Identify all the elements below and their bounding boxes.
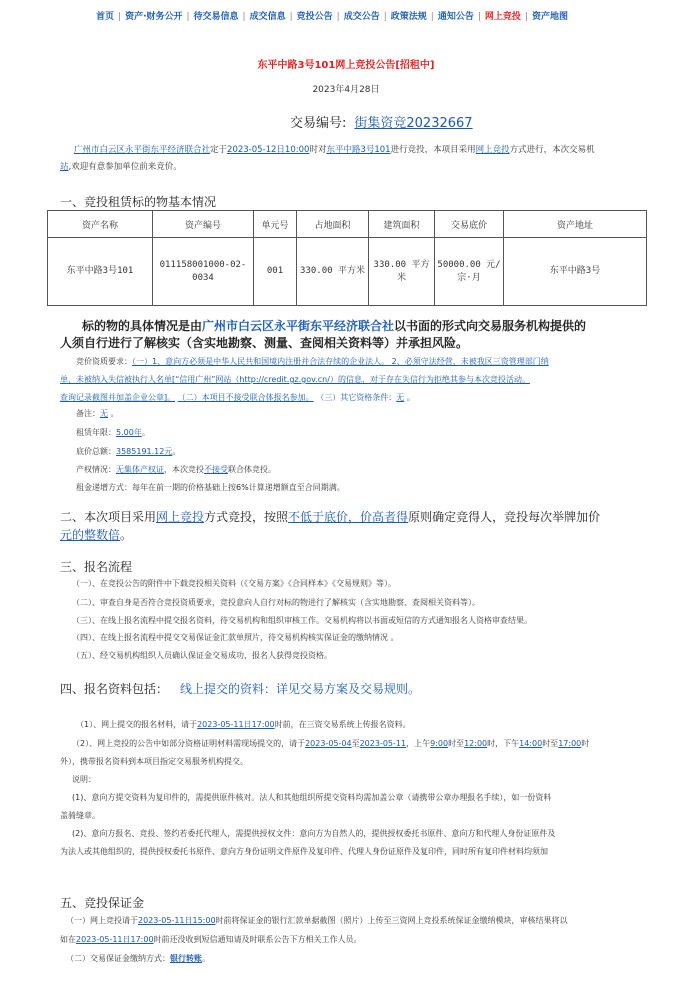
materials-text: 时 bbox=[581, 739, 590, 748]
table-header: 单元号 bbox=[254, 211, 297, 238]
section2-text: 原则确定竞得人，竞投每次举牌加价 bbox=[408, 510, 601, 524]
nav-separator: | bbox=[289, 12, 293, 22]
req-line2: 单、未被纳入失信被执行人名单[“信用广州”网站（http://credit.gz.gov.cn/）的信息，对于存在失信行为拒绝其参与本次竞投活动。 bbox=[60, 375, 530, 384]
nav-deal-notice[interactable]: 成交公告 bbox=[343, 12, 380, 22]
remark-row: 备注：无 。 bbox=[76, 409, 119, 418]
detail-text: 标的物的具体情况是由 bbox=[82, 319, 203, 333]
lease-years-label: 租赁年限： bbox=[76, 428, 116, 437]
table-header-row bbox=[48, 211, 647, 238]
detail-org: 广州市白云区永平街东平经济联合社 bbox=[202, 319, 395, 333]
table-header: 资产地址 bbox=[504, 211, 647, 238]
materials-note-2-cont: 为法人或其他组织的，提供授权委托书原件、意向方身份证明文件原件及复印件、代理人身份证原件及复印件，同时所有复印件材料均须加 bbox=[60, 847, 548, 856]
materials-text: （2）、网上竞投的公告中如部分资格证明材料需现场提交的，请于 bbox=[72, 739, 306, 748]
rent-increase-value: 每年在前一期的价格基础上按6%计算递增额直至合同期满。 bbox=[132, 483, 345, 492]
intro-text: 方式进行，本次交易机 bbox=[509, 145, 595, 155]
section2-text: 二、本次项目采用 bbox=[60, 510, 157, 524]
materials-deadline: 2023-05-11日17:00 bbox=[197, 720, 275, 729]
materials-note-2: (2)、意向方报名、竞投、签约若委托代理人，需提供授权文件：意向方为自然人的，提供授权委托书原件、意向方和代理人身份证原件及 bbox=[72, 829, 556, 838]
table-cell: 011158001000-02-0034 bbox=[153, 238, 254, 306]
nav-home[interactable]: 首页 bbox=[96, 12, 115, 22]
detail-text: 以书面的形式向交易服务机构提供的 bbox=[394, 319, 587, 333]
deposit-sms-deadline: 2023-05-11日17:00 bbox=[76, 935, 154, 944]
intro-asset-link[interactable]: 东平中路3号101 bbox=[326, 145, 391, 155]
consortium-value: 不接受 bbox=[204, 465, 228, 474]
intro-site-link[interactable]: 站 bbox=[60, 162, 69, 172]
intro-text: 进行竞投，本项目采用 bbox=[390, 145, 476, 155]
nav-separator: | bbox=[118, 12, 122, 22]
deposit-text: 如在 bbox=[60, 935, 76, 944]
materials-text: ，上午 bbox=[406, 739, 431, 748]
materials-note-1-cont: 盖骑缝章。 bbox=[60, 811, 100, 820]
asset-table bbox=[47, 210, 647, 306]
deposit-text: （二）交易保证金缴纳方式： bbox=[66, 954, 170, 963]
section2-principle: 不低于底价，价高者得 bbox=[288, 510, 409, 524]
section2-text: 。 bbox=[120, 528, 133, 542]
page-title: 东平中路3号101网上竞投公告[招租中] bbox=[257, 60, 435, 71]
process-step: （一）、在竞投公告的附件中下载竞投相关资料（《交易方案》《合同样本》《交易规则》等）。 bbox=[72, 579, 396, 588]
detail-line2: 人须自行进行了解核实（含实地勘察、测量、查阅相关资料等）并承担风险。 bbox=[60, 336, 469, 350]
materials-item-2 bbox=[72, 738, 692, 749]
table-header: 建筑面积 bbox=[369, 211, 435, 238]
publish-date: 2023年4月28日 bbox=[312, 85, 380, 95]
top-nav bbox=[96, 9, 656, 25]
subject-detail-paragraph bbox=[60, 318, 692, 352]
rent-increase-row bbox=[76, 482, 345, 493]
req-other-value: 无 bbox=[396, 393, 405, 402]
nav-deal-info[interactable]: 成交信息 bbox=[249, 12, 286, 22]
nav-assets-finance[interactable]: 资产·财务公开 bbox=[125, 12, 183, 22]
req-label: 竞价资质要求： bbox=[76, 357, 132, 366]
nav-separator: | bbox=[430, 12, 434, 22]
intro-text: 定于 bbox=[210, 145, 228, 155]
nav-notices[interactable]: 通知公告 bbox=[437, 12, 474, 22]
process-step: （三）、在线上报名流程中提交报名资料，待交易机构和组织审核工作。交易机构将以书面或短信的方式通知报名人资格审查结果。 bbox=[72, 616, 532, 625]
process-step: （五）、经交易机构组织人员确认保证金交易成功，报名人获得竞投资格。 bbox=[72, 651, 332, 660]
table-header: 占地面积 bbox=[297, 211, 369, 238]
materials-text: 至 bbox=[351, 739, 360, 748]
table-cell: 东平中路3号 bbox=[504, 238, 647, 306]
deposit-text: 。 bbox=[202, 954, 210, 963]
materials-time: 12:00 bbox=[464, 739, 488, 748]
materials-time: 9:00 bbox=[430, 739, 449, 748]
table-cell: 001 bbox=[254, 238, 297, 306]
qualification-requirements: 竞价资质要求：（一）1、意向方必须是中华人民共和国境内注册并合法存续的企业法人。 2、必须守法经营，未被我区三资管理部门纳 单、未被纳入失信被执行人名单[“信用广州”网站（http://credit.gz.gov.cn/）的信息，对于存在失信行为拒绝其参与本次竞投活动。 查询记录截图并加盖企业公章]。 （二）本项目不接受联合体报名参加。 （三）其它资格条件：无 。 bbox=[60, 357, 549, 402]
materials-text: 时至 bbox=[448, 739, 465, 748]
property-mid: ，本次竞投 bbox=[164, 465, 204, 474]
property-value: 无集体产权证 bbox=[116, 465, 164, 474]
deposit-text: （一）网上竞投请于 bbox=[66, 916, 138, 925]
nav-separator: | bbox=[242, 12, 246, 22]
nav-online-bid[interactable]: 网上竞投 bbox=[484, 12, 521, 22]
materials-text: 时至 bbox=[542, 739, 559, 748]
table-row bbox=[48, 238, 647, 306]
materials-date: 2023-05-11 bbox=[359, 739, 407, 748]
property-end: 联合体竞投。 bbox=[228, 465, 276, 474]
table-header: 交易底价 bbox=[435, 211, 504, 238]
section2-paragraph bbox=[60, 508, 692, 544]
section2-text: 方式竞投，按照 bbox=[204, 510, 289, 524]
nav-separator: | bbox=[477, 12, 481, 22]
transaction-number-label: 交易编号: bbox=[290, 116, 347, 131]
section4-heading-row bbox=[60, 680, 420, 697]
remark-label: 备注： bbox=[76, 409, 100, 418]
deposit-text: 时前还没收到短信通知请及时联系公告下方相关工作人员。 bbox=[153, 935, 362, 944]
section5-heading: 五、竞投保证金 bbox=[60, 896, 145, 910]
deposit-method: 银行转账 bbox=[170, 954, 202, 963]
table-header: 资产编号 bbox=[153, 211, 254, 238]
table-cell: 50000.00 元/宗·月 bbox=[435, 238, 504, 306]
section1-heading: 一、竞投租赁标的物基本情况 bbox=[60, 195, 217, 209]
transaction-number-value[interactable]: 街集资竞20232667 bbox=[354, 116, 473, 131]
intro-mode-link[interactable]: 网上竞投 bbox=[475, 145, 510, 155]
nav-asset-map[interactable]: 资产地图 bbox=[531, 12, 568, 22]
req-line3-3: （三）其它资格条件： bbox=[316, 393, 397, 402]
materials-time: 17:00 bbox=[558, 739, 582, 748]
section2-mode: 网上竞投 bbox=[156, 510, 205, 524]
section2-increment: 元的整数倍 bbox=[60, 528, 121, 542]
nav-bid-notice[interactable]: 竞投公告 bbox=[296, 12, 333, 22]
nav-separator: | bbox=[336, 12, 340, 22]
intro-text: ,欢迎有意参加单位前来竞价。 bbox=[68, 162, 182, 172]
total-price-label: 底价总额： bbox=[76, 447, 116, 456]
deposit-line-2 bbox=[60, 934, 362, 945]
nav-separator: | bbox=[186, 12, 190, 22]
nav-separator: | bbox=[383, 12, 387, 22]
intro-time: 2023-05-12日10:00 bbox=[227, 145, 310, 155]
materials-note-label: 说明： bbox=[72, 775, 96, 784]
materials-item-1 bbox=[76, 719, 411, 730]
transaction-number bbox=[290, 112, 473, 131]
materials-time: 14:00 bbox=[519, 739, 543, 748]
lease-years-value: 5.00年 bbox=[116, 428, 142, 437]
section4-heading: 四、报名资料包括： bbox=[60, 682, 169, 696]
deposit-line-1 bbox=[66, 915, 692, 926]
materials-note-1: (1)、意向方提交资料为复印件的，需提供原件核对。法人和其他组织所提交资料均需加盖公章（请携带公章办理报名手续），如一份资料 bbox=[72, 793, 552, 802]
section3-heading: 三、报名流程 bbox=[60, 560, 133, 574]
table-cell: 330.00 平方米 bbox=[369, 238, 435, 306]
intro-text: 时对 bbox=[309, 145, 327, 155]
table-header: 资产名称 bbox=[48, 211, 153, 238]
intro-org-link[interactable]: 广州市白云区永平街东平经济联合社 bbox=[74, 145, 211, 155]
table-cell: 东平中路3号101 bbox=[48, 238, 153, 306]
property-label: 产权情况： bbox=[76, 465, 116, 474]
materials-date: 2023-05-04 bbox=[305, 739, 352, 748]
req-line1: （一）1、意向方必须是中华人民共和国境内注册并合法存续的企业法人。 2、必须守法经营，未被我区三资管理部门纳 bbox=[132, 357, 549, 366]
req-line3: 查询记录截图并加盖企业公章]。 bbox=[60, 393, 176, 402]
section4-online-materials-link[interactable]: 线上提交的资料：详见交易方案及交易规则。 bbox=[180, 682, 421, 696]
remark-value: 无 bbox=[100, 409, 108, 418]
table-cell: 330.00 平方米 bbox=[297, 238, 369, 306]
nav-pending-trade[interactable]: 待交易信息 bbox=[193, 12, 239, 22]
deposit-deadline: 2023-05-11日15:00 bbox=[138, 916, 216, 925]
process-step: （四）、在线上报名流程中提交交易保证金汇款单照片，待交易机构核实保证金的缴纳情况 。 bbox=[72, 633, 399, 642]
process-step: （二）、审查自身是否符合竞投资质要求，竞投意向人自行对标的物进行了解核实（含实地勘察、查阅相关资料等）。 bbox=[72, 598, 480, 607]
total-price-value: 3585191.12元 bbox=[116, 447, 173, 456]
materials-text: （1）、网上提交的报名材料，请于 bbox=[76, 720, 198, 729]
rent-increase-label: 租金递增方式： bbox=[76, 483, 132, 492]
nav-policy[interactable]: 政策法规 bbox=[390, 12, 427, 22]
materials-item-2-cont: 外），携带报名资料到本项目指定交易服务机构提交。 bbox=[60, 757, 248, 766]
materials-text: 时，下午 bbox=[487, 739, 520, 748]
property-row bbox=[76, 464, 276, 475]
materials-text: 时前，在三资交易系统上传报名资料。 bbox=[274, 720, 411, 729]
nav-separator: | bbox=[524, 12, 528, 22]
total-price-row: 底价总额：3585191.12元。 bbox=[76, 447, 181, 456]
deposit-text: 时前将保证金的银行汇款单据截图（照片）上传至三资网上竞投系统保证金缴纳模块，审核结果将以 bbox=[215, 916, 568, 925]
req-line3-2: （二）本项目不接受联合体报名参加。 bbox=[177, 393, 314, 402]
intro-paragraph bbox=[60, 142, 692, 176]
deposit-line-3 bbox=[66, 953, 210, 964]
lease-years-row: 租赁年限：5.00年。 bbox=[76, 428, 150, 437]
